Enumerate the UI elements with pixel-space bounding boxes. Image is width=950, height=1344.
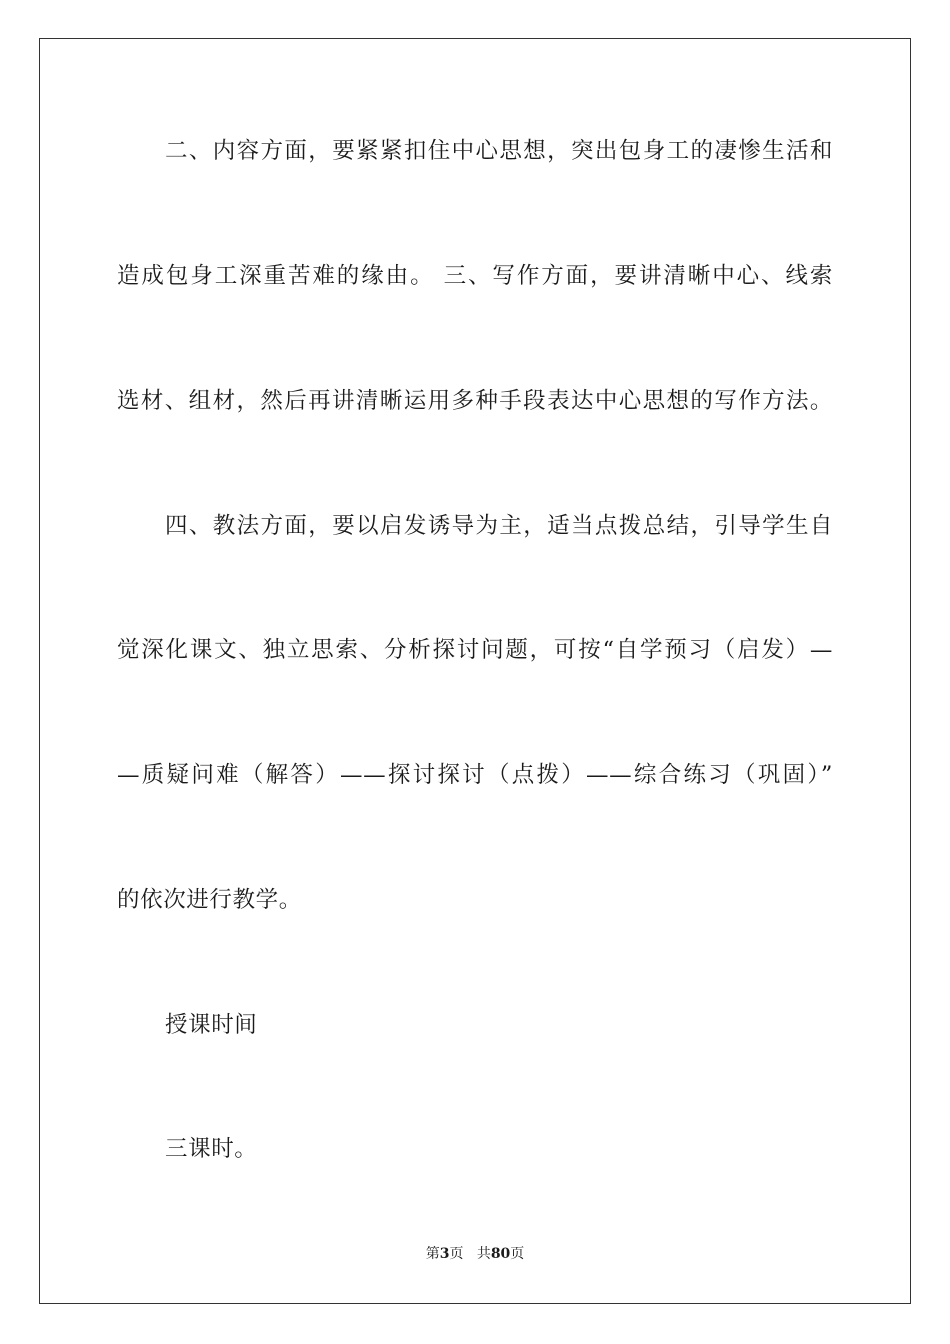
page-suffix: 页 — [449, 1246, 464, 1262]
total-suffix: 页 — [510, 1246, 525, 1262]
page-number: 3 — [439, 1246, 450, 1262]
total-pages: 80 — [490, 1246, 511, 1262]
total-prefix: 共 — [476, 1246, 491, 1262]
paragraph-line-6: —质疑问难（解答）——探讨探讨（点拨）——综合练习（巩固）” — [117, 762, 833, 788]
page-footer — [0, 1245, 950, 1263]
paragraph-line-4: 四、教法方面，要以启发诱导为主，适当点拨总结，引导学生自 — [165, 513, 833, 539]
teaching-time-value: 三课时。 — [165, 1136, 258, 1162]
paragraph-line-5: 觉深化课文、独立思索、分析探讨问题，可按“自学预习（启发）— — [117, 637, 833, 663]
paragraph-line-7: 的依次进行教学。 — [117, 887, 302, 913]
section-heading-teaching-time: 授课时间 — [165, 1012, 258, 1038]
page-prefix: 第 — [425, 1246, 440, 1262]
paragraph-line-2: 造成包身工深重苦难的缘由。 三、写作方面，要讲清晰中心、线索 — [117, 263, 833, 289]
page-frame — [39, 38, 911, 1304]
paragraph-line-3: 选材、组材，然后再讲清晰运用多种手段表达中心思想的写作方法。 — [117, 388, 833, 414]
paragraph-line-1: 二、内容方面，要紧紧扣住中心思想，突出包身工的凄惨生活和 — [165, 138, 833, 164]
